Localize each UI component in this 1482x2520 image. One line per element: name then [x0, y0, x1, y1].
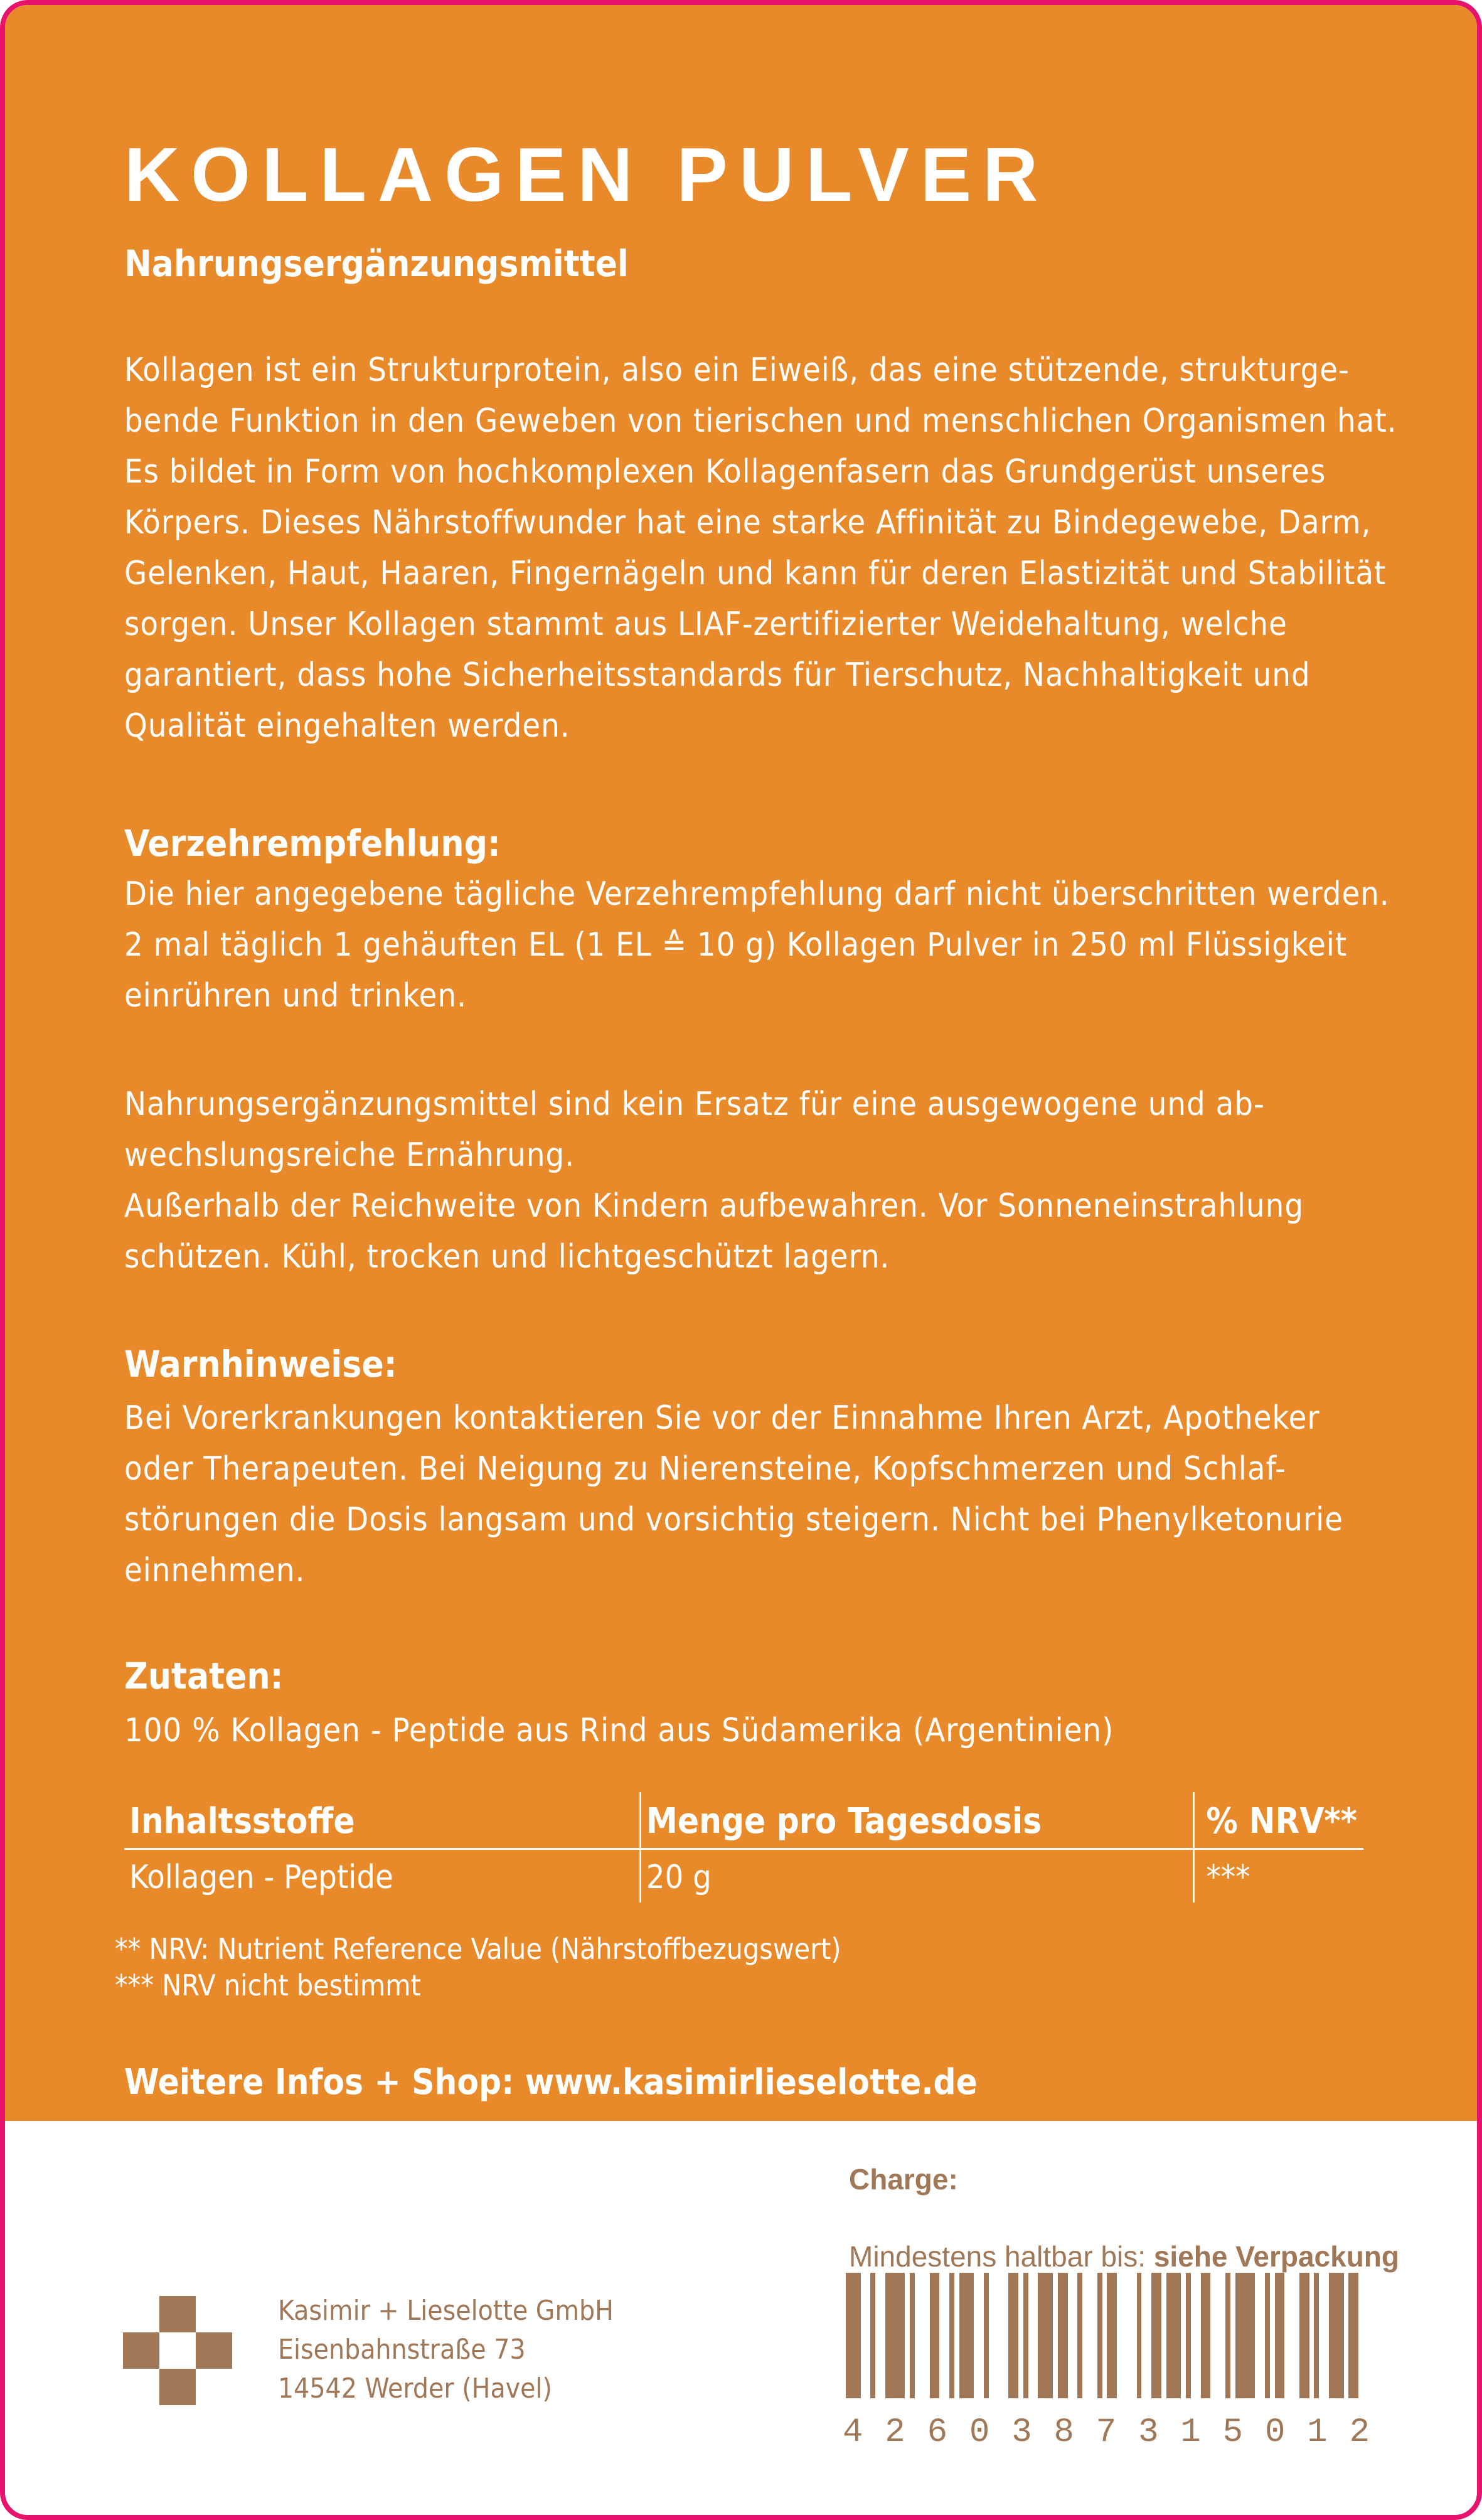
- barcode-digit: 6: [927, 2413, 947, 2452]
- barcode-bar: [1137, 2273, 1142, 2398]
- barcode-bar: [984, 2273, 989, 2398]
- best-before-label: Mindestens haltbar bis:: [849, 2240, 1146, 2273]
- barcode-bar: [846, 2273, 861, 2398]
- warning-text: [124, 1393, 1392, 1596]
- charge-label: Charge:: [849, 2163, 958, 2196]
- notice-line: Außerhalb der Reichweite von Kindern aufbewahren. Vor Sonneneinstrahlung: [124, 1187, 1304, 1225]
- dosage-line: einrühren und trinken.: [124, 977, 467, 1015]
- dosage-heading: Verzehrempfehlung:: [124, 822, 501, 865]
- company-logo: [123, 2296, 232, 2405]
- barcode-digit: 5: [1222, 2413, 1244, 2452]
- dosage-line: 2 mal täglich 1 gehäuften EL (1 EL ≙ 10 g) Kollagen Pulver in 250 ml Flüssigkeit: [124, 926, 1348, 964]
- ingredients-line: 100 % Kollagen - Peptide aus Rind aus Südamerika (Argentinien): [124, 1712, 1114, 1749]
- intro-line: Es bildet in Form von hochkomplexen Kollagenfasern das Grundgerüst unseres: [124, 453, 1326, 491]
- address-line: Eisenbahnstraße 73: [278, 2334, 526, 2366]
- ingredients-text: [124, 1706, 1392, 1756]
- barcode-digit: 4: [843, 2413, 863, 2452]
- barcode-bar: [930, 2273, 940, 2398]
- barcode-digit: 8: [1053, 2413, 1074, 2452]
- footnote-not-determined: *** NRV nicht bestimmt: [115, 1968, 421, 2002]
- table-header-cell: Menge pro Tagesdosis: [640, 1792, 1194, 1849]
- intro-line: bende Funktion in den Geweben von tierischen und menschlichen Organismen hat.: [124, 402, 1397, 440]
- intro-line: Qualität eingehalten werden.: [124, 707, 570, 745]
- barcode-bar: [1265, 2273, 1270, 2398]
- barcode-bar: [1038, 2273, 1053, 2398]
- address-line: Kasimir + Lieselotte GmbH: [278, 2295, 614, 2327]
- barcode-digit: 2: [885, 2413, 905, 2452]
- barcode-bar: [1314, 2273, 1319, 2398]
- notice-line: Nahrungsergänzungsmittel sind kein Ersatz für eine ausgewogene und ab-: [124, 1086, 1265, 1123]
- barcode-digit: 3: [1011, 2413, 1032, 2452]
- barcode-digit: 0: [1264, 2413, 1286, 2452]
- barcode-digit: 1: [1180, 2413, 1201, 2452]
- table-cell: ***: [1206, 1859, 1250, 1896]
- ingredients-heading: Zutaten:: [124, 1655, 284, 1697]
- company-address: [278, 2292, 614, 2408]
- notice-line: wechslungsreiche Ernährung.: [124, 1136, 575, 1174]
- table-cell: 20 g: [640, 1849, 1194, 1903]
- barcode-bar: [1107, 2273, 1117, 2398]
- table-header-cell: Inhaltsstoffe: [124, 1792, 640, 1849]
- intro-line: Kollagen ist ein Strukturprotein, also ein Eiweiß, das eine stützende, strukturge-: [124, 351, 1350, 389]
- barcode: [846, 2273, 1363, 2398]
- barcode-digits: [843, 2413, 1370, 2452]
- barcode-digit: 7: [1096, 2413, 1117, 2452]
- footnote-nrv: ** NRV: Nutrient Reference Value (Nährstoffbezugswert): [115, 1932, 841, 1966]
- best-before: [849, 2240, 1399, 2273]
- dosage-line: Die hier angegebene tägliche Verzehrempfehlung darf nicht überschritten werden.: [124, 875, 1390, 913]
- barcode-bar: [1186, 2273, 1191, 2398]
- barcode-bar: [910, 2273, 915, 2398]
- intro-text: [124, 345, 1397, 752]
- barcode-bar: [1166, 2273, 1181, 2398]
- barcode-digit: 1: [1307, 2413, 1328, 2452]
- notice-text: [124, 1079, 1392, 1283]
- intro-line: Gelenken, Haut, Haaren, Fingernägeln und kann für deren Elastizität und Stabilität: [124, 555, 1387, 592]
- warning-line: einnehmen.: [124, 1552, 306, 1589]
- warning-line: oder Therapeuten. Bei Neigung zu Nierensteine, Kopfschmerzen und Schlaf-: [124, 1450, 1287, 1488]
- barcode-bar: [1151, 2273, 1161, 2398]
- warning-line: Bei Vorerkrankungen kontaktieren Sie vor der Einnahme Ihren Arzt, Apotheker: [124, 1399, 1320, 1437]
- barcode-bar: [1225, 2273, 1230, 2398]
- barcode-bar: [1235, 2273, 1255, 2398]
- barcode-digit: 2: [1349, 2413, 1370, 2452]
- warning-heading: Warnhinweise:: [124, 1343, 397, 1385]
- notice-line: schützen. Kühl, trocken und lichtgeschützt lagern.: [124, 1238, 890, 1276]
- barcode-bar: [959, 2273, 974, 2398]
- intro-line: sorgen. Unser Kollagen stammt aus LIAF-zertifizierter Weidehaltung, welche: [124, 606, 1287, 643]
- barcode-bar: [1023, 2273, 1028, 2398]
- table-header-row: [124, 1792, 1363, 1849]
- barcode-bar: [1008, 2273, 1018, 2398]
- barcode-bar: [1097, 2273, 1102, 2398]
- dosage-text: [124, 869, 1392, 1022]
- barcode-bar: [949, 2273, 954, 2398]
- intro-line: Körpers. Dieses Nährstoffwunder hat eine starke Affinität zu Bindegewebe, Darm,: [124, 504, 1372, 542]
- barcode-bar: [870, 2273, 875, 2398]
- product-subtitle: Nahrungsergänzungsmittel: [124, 242, 629, 285]
- barcode-bar: [1275, 2273, 1285, 2398]
- barcode-bar: [1299, 2273, 1309, 2398]
- barcode-digit: 0: [969, 2413, 990, 2452]
- table-header-cell: % NRV**: [1194, 1792, 1363, 1849]
- nutrition-table: [124, 1792, 1363, 1903]
- barcode-bar: [885, 2273, 905, 2398]
- address-line: 14542 Werder (Havel): [278, 2373, 552, 2405]
- barcode-bar: [1058, 2273, 1068, 2398]
- intro-line: garantiert, dass hohe Sicherheitsstandards für Tierschutz, Nachhaltigkeit und: [124, 656, 1311, 694]
- shop-link[interactable]: Weitere Infos + Shop: www.kasimirlieselotte.de: [124, 2062, 978, 2103]
- table-cell: Kollagen - Peptide: [124, 1849, 640, 1903]
- barcode-bar: [1348, 2273, 1358, 2398]
- barcode-bar: [1329, 2273, 1344, 2398]
- barcode-bar: [1077, 2273, 1082, 2398]
- barcode-bar: [1201, 2273, 1211, 2398]
- product-title: KOLLAGEN PULVER: [124, 132, 1050, 217]
- barcode-digit: 3: [1138, 2413, 1159, 2452]
- table-row: [124, 1849, 1363, 1903]
- best-before-value: siehe Verpackung: [1153, 2240, 1399, 2273]
- warning-line: störungen die Dosis langsam und vorsichtig steigern. Nicht bei Phenylketonurie: [124, 1501, 1343, 1539]
